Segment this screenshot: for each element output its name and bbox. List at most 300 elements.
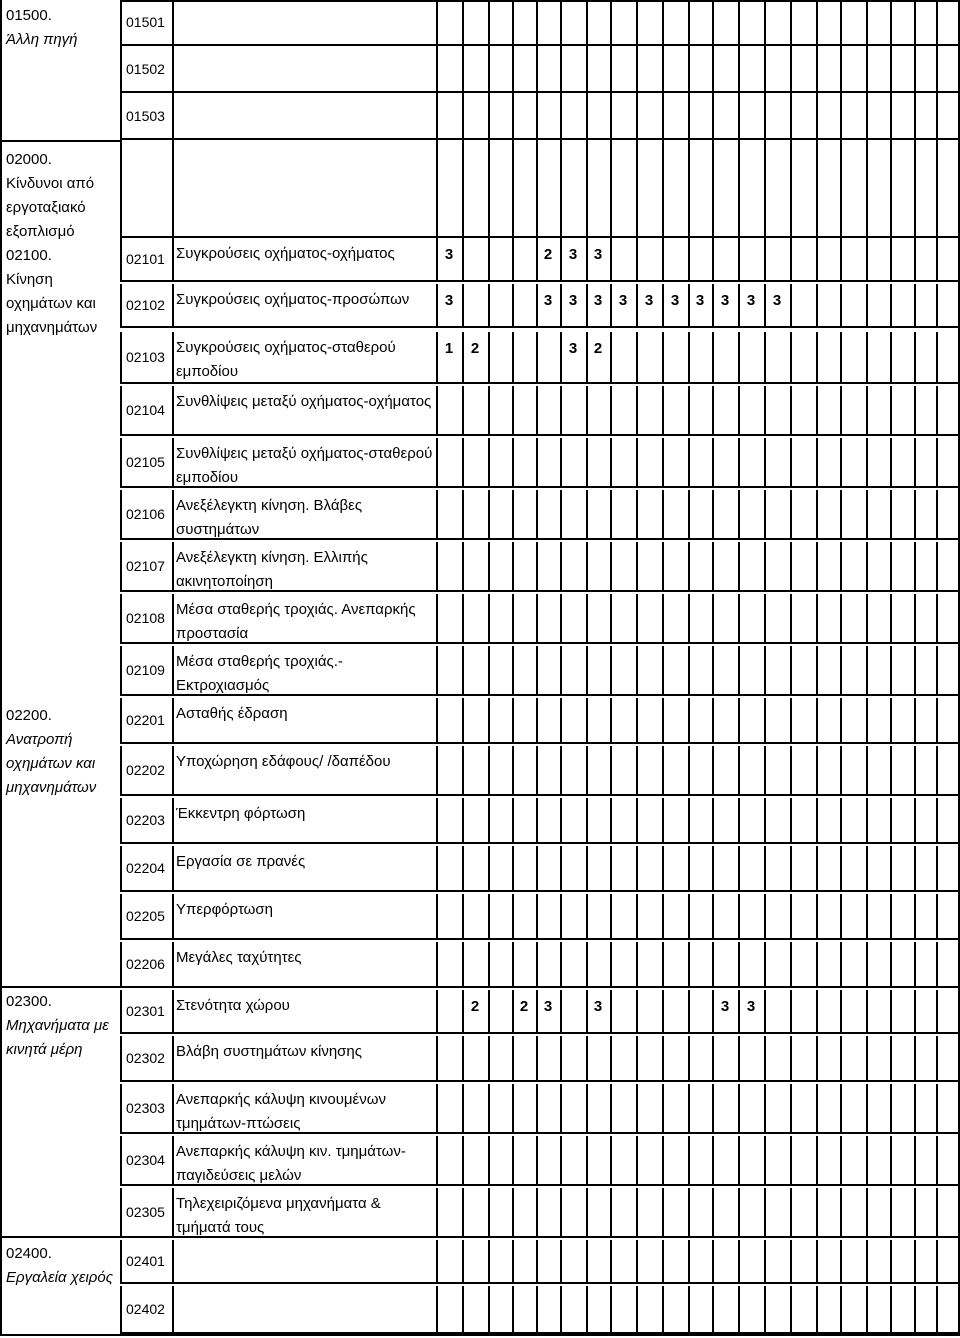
grid-vline (914, 93, 916, 138)
grid-vline (536, 332, 538, 382)
grid-vline (172, 1240, 174, 1282)
grid-hline (120, 44, 960, 46)
grid-vline (712, 942, 714, 986)
grid-vline (712, 46, 714, 91)
grid-vline (610, 746, 612, 794)
row-description: Ανεξέλεγκτη κίνηση. Βλάβες συστημάτων (176, 497, 363, 538)
grid-vline (738, 542, 740, 590)
grid-vline (436, 798, 438, 842)
grid-vline (512, 0, 514, 44)
grid-vline (172, 542, 174, 590)
grid-vline (816, 990, 818, 1032)
category-cell (6, 1242, 118, 1290)
grid-vline (840, 1286, 842, 1332)
grid-vline (120, 1084, 122, 1132)
grid-vline (120, 332, 122, 382)
category-code: 02200. (6, 707, 52, 724)
grid-vline (120, 798, 122, 842)
grid-vline (662, 46, 664, 91)
grid-hline (120, 434, 960, 436)
grid-vline (764, 594, 766, 642)
grid-vline (536, 1084, 538, 1132)
grid-vline (936, 894, 938, 938)
grid-hline (120, 1080, 960, 1082)
risk-value: 1 (444, 340, 454, 357)
grid-vline (172, 1036, 174, 1080)
grid-vline (866, 990, 868, 1032)
grid-vline (512, 386, 514, 434)
grid-vline (790, 0, 792, 44)
grid-vline (172, 0, 174, 44)
grid-vline (890, 1188, 892, 1236)
grid-vline (172, 846, 174, 890)
category-cell (6, 148, 118, 244)
grid-vline (636, 990, 638, 1032)
grid-vline (436, 746, 438, 794)
row-code: 02401 (126, 1253, 165, 1269)
grid-vline (120, 238, 122, 280)
grid-vline (560, 1036, 562, 1080)
grid-vline (560, 594, 562, 642)
row-code: 02107 (126, 558, 165, 574)
grid-vline (662, 798, 664, 842)
row-code: 02103 (126, 349, 165, 365)
grid-vline (914, 1136, 916, 1184)
grid-vline (662, 542, 664, 590)
grid-vline (738, 238, 740, 280)
grid-vline (866, 1240, 868, 1282)
grid-vline (936, 1136, 938, 1184)
grid-vline (866, 490, 868, 538)
grid-vline (436, 1036, 438, 1080)
grid-vline (610, 386, 612, 434)
grid-vline (764, 93, 766, 138)
grid-vline (662, 646, 664, 694)
row-code: 02102 (126, 297, 165, 313)
grid-vline (764, 846, 766, 890)
grid-vline (866, 332, 868, 382)
grid-vline (172, 942, 174, 986)
grid-vline (914, 646, 916, 694)
grid-vline (610, 894, 612, 938)
grid-vline (816, 1188, 818, 1236)
grid-vline (488, 1036, 490, 1080)
row-description: Βλάβη συστημάτων κίνησης (176, 1043, 362, 1060)
grid-hline (120, 1332, 960, 1334)
grid-vline (914, 1240, 916, 1282)
grid-vline (866, 1188, 868, 1236)
grid-vline (512, 1188, 514, 1236)
grid-vline (790, 1188, 792, 1236)
grid-vline (712, 386, 714, 434)
grid-vline (610, 942, 612, 986)
grid-vline (816, 942, 818, 986)
grid-vline (536, 646, 538, 694)
grid-vline (512, 46, 514, 91)
grid-vline (610, 1286, 612, 1332)
grid-vline (816, 386, 818, 434)
grid-vline (712, 332, 714, 382)
grid-vline (636, 46, 638, 91)
grid-vline (790, 990, 792, 1032)
grid-vline (560, 46, 562, 91)
row-code: 02301 (126, 1003, 165, 1019)
grid-vline (688, 646, 690, 694)
grid-vline (488, 746, 490, 794)
grid-vline (512, 594, 514, 642)
grid-vline (688, 490, 690, 538)
row-description: Συγκρούσεις οχήματος-σταθερού εμποδίου (176, 339, 396, 380)
grid-vline (790, 46, 792, 91)
grid-vline (560, 746, 562, 794)
grid-vline (914, 542, 916, 590)
grid-vline (636, 798, 638, 842)
grid-vline (914, 386, 916, 434)
grid-vline (172, 594, 174, 642)
grid-vline (636, 238, 638, 280)
grid-vline (688, 332, 690, 382)
grid-vline (488, 332, 490, 382)
grid-vline (764, 1136, 766, 1184)
grid-hline (120, 1032, 960, 1034)
grid-vline (512, 284, 514, 326)
grid-vline (120, 846, 122, 890)
grid-vline (560, 894, 562, 938)
grid-vline (688, 1240, 690, 1282)
row-code: 02104 (126, 402, 165, 418)
grid-vline (636, 1136, 638, 1184)
grid-vline (890, 490, 892, 538)
grid-vline (610, 0, 612, 44)
grid-vline (462, 846, 464, 890)
grid-vline (488, 1240, 490, 1282)
risk-value: 2 (470, 998, 480, 1015)
grid-vline (790, 1136, 792, 1184)
category-title: Μηχανήματα με κινητά μέρη (6, 1017, 109, 1058)
grid-vline (764, 332, 766, 382)
grid-vline (636, 93, 638, 138)
grid-vline (120, 746, 122, 794)
risk-value: 3 (593, 998, 603, 1015)
grid-vline (936, 990, 938, 1032)
grid-hline (120, 280, 960, 282)
grid-vline (488, 93, 490, 138)
grid-vline (586, 1036, 588, 1080)
grid-vline (712, 1188, 714, 1236)
grid-vline (120, 646, 122, 694)
grid-vline (890, 594, 892, 642)
grid-vline (662, 140, 664, 236)
grid-vline (840, 1036, 842, 1080)
grid-vline (586, 942, 588, 986)
grid-vline (488, 438, 490, 486)
risk-value: 3 (695, 292, 705, 309)
grid-vline (120, 438, 122, 486)
grid-vline (488, 490, 490, 538)
grid-vline (790, 140, 792, 236)
grid-vline (688, 894, 690, 938)
grid-vline (840, 284, 842, 326)
grid-vline (536, 490, 538, 538)
grid-vline (436, 0, 438, 44)
grid-vline (866, 942, 868, 986)
grid-vline (586, 1136, 588, 1184)
grid-vline (936, 1036, 938, 1080)
grid-vline (738, 93, 740, 138)
grid-vline (790, 386, 792, 434)
grid-vline (560, 140, 562, 236)
grid-vline (586, 646, 588, 694)
risk-value: 3 (618, 292, 628, 309)
grid-vline (636, 332, 638, 382)
grid-vline (840, 490, 842, 538)
grid-vline (712, 1136, 714, 1184)
grid-vline (890, 46, 892, 91)
grid-vline (840, 1136, 842, 1184)
grid-vline (738, 438, 740, 486)
grid-vline (462, 238, 464, 280)
grid-vline (536, 46, 538, 91)
grid-vline (560, 1084, 562, 1132)
grid-vline (462, 542, 464, 590)
grid-vline (536, 0, 538, 44)
grid-vline (560, 1136, 562, 1184)
grid-vline (738, 846, 740, 890)
row-description: Ανεπαρκής κάλυψη κινουμένων τμημάτων-πτώσεις (176, 1091, 386, 1132)
grid-vline (712, 1286, 714, 1332)
category-cell (6, 704, 118, 800)
category-code: 02300. (6, 993, 52, 1010)
grid-vline (866, 0, 868, 44)
grid-hline (120, 91, 960, 93)
grid-vline (662, 238, 664, 280)
grid-vline (688, 542, 690, 590)
grid-vline (488, 140, 490, 236)
grid-vline (462, 594, 464, 642)
grid-vline (738, 0, 740, 44)
row-description: Τηλεχειριζόμενα μηχανήματα & τμήματά τους (176, 1195, 381, 1236)
grid-vline (662, 438, 664, 486)
grid-vline (462, 894, 464, 938)
grid-vline (436, 1136, 438, 1184)
grid-vline (712, 1240, 714, 1282)
grid-vline (512, 894, 514, 938)
grid-vline (890, 746, 892, 794)
row-code: 02108 (126, 610, 165, 626)
grid-vline (790, 746, 792, 794)
grid-vline (488, 284, 490, 326)
grid-vline (890, 846, 892, 890)
grid-vline (840, 846, 842, 890)
row-description: Μεγάλες ταχύτητες (176, 949, 302, 966)
grid-vline (586, 386, 588, 434)
grid-vline (790, 698, 792, 742)
grid-vline (560, 646, 562, 694)
grid-vline (816, 798, 818, 842)
grid-vline (790, 1240, 792, 1282)
grid-vline (120, 0, 122, 44)
grid-vline (890, 284, 892, 326)
grid-vline (512, 746, 514, 794)
grid-vline (586, 542, 588, 590)
grid-vline (610, 846, 612, 890)
grid-vline (436, 1286, 438, 1332)
grid-vline (636, 1036, 638, 1080)
grid-vline (636, 1084, 638, 1132)
grid-vline (936, 798, 938, 842)
risk-value: 3 (543, 998, 553, 1015)
grid-vline (512, 93, 514, 138)
grid-vline (636, 942, 638, 986)
grid-vline (536, 1188, 538, 1236)
grid-vline (712, 438, 714, 486)
grid-vline (914, 594, 916, 642)
grid-vline (120, 1286, 122, 1332)
grid-vline (586, 1286, 588, 1332)
grid-vline (610, 646, 612, 694)
grid-hline (120, 890, 960, 892)
grid-vline (560, 1240, 562, 1282)
category-title: Άλλη πηγή (6, 31, 78, 48)
grid-vline (120, 1136, 122, 1184)
grid-vline (536, 542, 538, 590)
category-title: Κίνδυνοι από εργοταξιακό εξοπλισμό (6, 175, 95, 240)
risk-value: 3 (670, 292, 680, 309)
row-code: 02402 (126, 1301, 165, 1317)
grid-vline (560, 438, 562, 486)
grid-vline (764, 490, 766, 538)
outer-bottom-border (0, 1334, 960, 1336)
grid-vline (488, 942, 490, 986)
grid-vline (662, 93, 664, 138)
grid-vline (712, 698, 714, 742)
grid-vline (688, 0, 690, 44)
grid-vline (816, 1036, 818, 1080)
grid-vline (764, 990, 766, 1032)
grid-vline (890, 140, 892, 236)
grid-vline (764, 238, 766, 280)
grid-vline (488, 646, 490, 694)
grid-vline (688, 746, 690, 794)
grid-vline (172, 284, 174, 326)
row-code: 02106 (126, 506, 165, 522)
grid-vline (890, 1286, 892, 1332)
grid-vline (488, 46, 490, 91)
grid-vline (172, 46, 174, 91)
grid-vline (560, 490, 562, 538)
grid-vline (512, 1136, 514, 1184)
grid-vline (662, 846, 664, 890)
row-description: Υπερφόρτωση (176, 901, 273, 918)
grid-vline (610, 46, 612, 91)
grid-vline (816, 646, 818, 694)
grid-vline (120, 990, 122, 1032)
grid-vline (436, 140, 438, 236)
grid-vline (536, 438, 538, 486)
grid-vline (914, 490, 916, 538)
grid-vline (172, 990, 174, 1032)
grid-vline (610, 798, 612, 842)
grid-vline (790, 1286, 792, 1332)
grid-vline (816, 698, 818, 742)
grid-vline (586, 594, 588, 642)
grid-vline (688, 698, 690, 742)
risk-value: 3 (746, 292, 756, 309)
grid-vline (436, 990, 438, 1032)
grid-vline (790, 646, 792, 694)
grid-vline (738, 1036, 740, 1080)
grid-vline (120, 542, 122, 590)
grid-vline (890, 646, 892, 694)
category-title: Εργαλεία χειρός (6, 1269, 114, 1286)
grid-vline (586, 846, 588, 890)
grid-vline (462, 1188, 464, 1236)
grid-vline (586, 490, 588, 538)
grid-vline (120, 894, 122, 938)
grid-vline (816, 490, 818, 538)
grid-vline (688, 46, 690, 91)
grid-vline (688, 594, 690, 642)
grid-vline (738, 646, 740, 694)
grid-vline (914, 438, 916, 486)
grid-vline (866, 386, 868, 434)
grid-vline (172, 798, 174, 842)
grid-vline (712, 93, 714, 138)
grid-vline (936, 1188, 938, 1236)
grid-hline (120, 326, 960, 328)
grid-vline (840, 542, 842, 590)
grid-vline (914, 894, 916, 938)
grid-vline (866, 1136, 868, 1184)
grid-vline (816, 746, 818, 794)
grid-vline (560, 942, 562, 986)
grid-vline (512, 438, 514, 486)
grid-vline (488, 798, 490, 842)
grid-vline (610, 1188, 612, 1236)
grid-vline (738, 894, 740, 938)
grid-vline (462, 798, 464, 842)
grid-vline (662, 746, 664, 794)
grid-vline (914, 846, 916, 890)
grid-vline (712, 894, 714, 938)
grid-vline (890, 942, 892, 986)
risk-value: 3 (720, 292, 730, 309)
grid-vline (436, 1240, 438, 1282)
grid-vline (738, 386, 740, 434)
grid-vline (866, 438, 868, 486)
grid-vline (636, 594, 638, 642)
grid-vline (172, 698, 174, 742)
row-description: Ανεπαρκής κάλυψη κιν. τμημάτων-παγιδεύσεις μελών (176, 1143, 406, 1184)
grid-vline (436, 46, 438, 91)
row-description: Έκκεντρη φόρτωση (176, 805, 306, 822)
risk-value: 3 (644, 292, 654, 309)
grid-vline (462, 438, 464, 486)
grid-vline (866, 93, 868, 138)
grid-vline (816, 46, 818, 91)
grid-vline (610, 1240, 612, 1282)
grid-vline (816, 594, 818, 642)
grid-vline (688, 1084, 690, 1132)
risk-value: 3 (746, 998, 756, 1015)
grid-vline (636, 746, 638, 794)
grid-vline (866, 698, 868, 742)
grid-vline (636, 646, 638, 694)
grid-vline (586, 1240, 588, 1282)
risk-value: 2 (519, 998, 529, 1015)
grid-vline (764, 646, 766, 694)
row-description: Ανεξέλεγκτη κίνηση. Ελλιπής ακινητοποίηση (176, 549, 368, 590)
